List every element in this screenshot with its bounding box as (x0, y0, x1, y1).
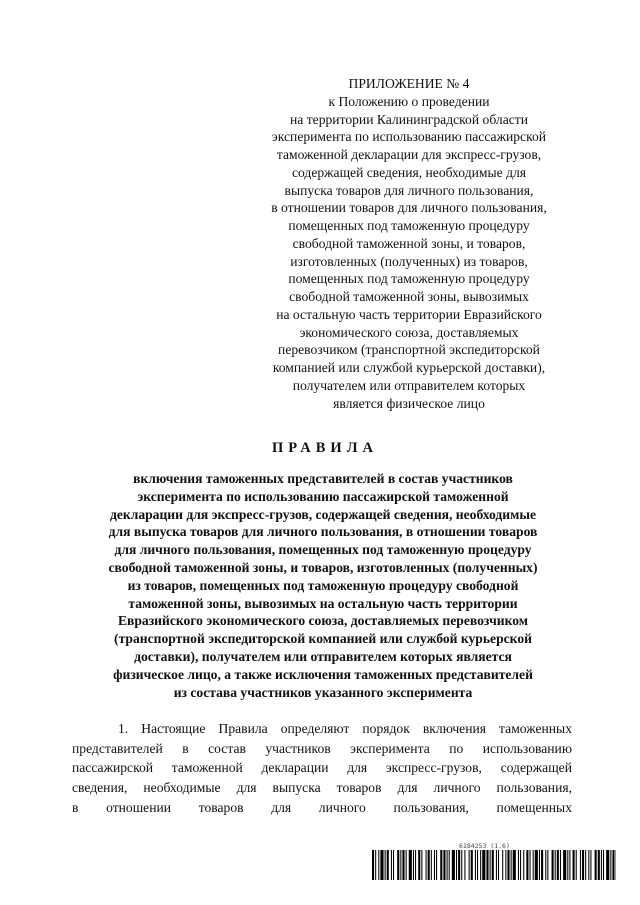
barcode-bar (523, 850, 524, 880)
barcode-bar (603, 850, 604, 880)
barcode-bar (496, 850, 497, 880)
barcode-bar (569, 850, 570, 880)
barcode-bar (426, 850, 427, 880)
barcode-bar (545, 850, 546, 880)
barcode-bar (486, 850, 488, 880)
barcode-bar (415, 850, 416, 880)
subtitle-line: свободной таможенной зоны, и товаров, изготовленных (полученных) (108, 559, 538, 575)
appendix-line: содержащей сведения, необходимые для (291, 164, 527, 180)
body-line: сведения, необходимые для выпуска товаров для личного пользования, (72, 780, 572, 796)
barcode-bar (387, 850, 389, 880)
barcode-bar (533, 850, 534, 880)
barcode-bar (547, 850, 548, 880)
barcode-bar (535, 850, 538, 880)
appendix-line: помещенных под таможенную процедуру (288, 271, 530, 287)
barcode-bar (526, 850, 528, 880)
barcode-bar (560, 850, 561, 880)
barcode-bar (567, 850, 568, 880)
subtitle-line: для выпуска товаров для личного пользования, в отношении товаров (108, 524, 538, 540)
barcode-bar (418, 850, 420, 880)
barcode-bar (406, 850, 407, 880)
subtitle-line: декларации для экспресс-грузов, содержащей сведения, необходимые (109, 506, 537, 522)
barcode-bar (440, 850, 442, 880)
barcode-bar (492, 850, 494, 880)
barcode-bars (372, 850, 616, 880)
barcode-bar (375, 850, 376, 880)
document-title: ПРАВИЛА (272, 440, 378, 456)
subtitle-line: включения таможенных представителей в состав участников (133, 471, 513, 486)
barcode-bar (588, 850, 589, 880)
barcode-bar (431, 850, 432, 880)
barcode-bar (573, 850, 575, 880)
subtitle-line: физическое лицо, а также исключения таможенных представителей (113, 666, 533, 682)
subtitle-line: таможенной зоны, вывозимых на остальную часть территории (128, 595, 518, 611)
appendix-line: на остальную часть территории Евразийского (276, 306, 542, 322)
subtitle-line: из товаров, помещенных под таможенную процедуру свободной (127, 577, 519, 593)
barcode-bar (582, 850, 584, 880)
barcode-bar (434, 850, 435, 880)
barcode-bar (428, 850, 430, 880)
appendix-line: является физическое лицо (333, 395, 485, 411)
appendix-line: к Положению о проведении (328, 93, 490, 109)
barcode-bar (585, 850, 586, 880)
barcode-bar (380, 850, 383, 880)
barcode-bar (502, 850, 503, 880)
barcode-bar (449, 850, 450, 880)
barcode-bar (557, 850, 559, 880)
subtitle-line: из состава участников указанного эксперимента (173, 684, 473, 700)
appendix-line: выпуска товаров для личного пользования, (284, 182, 534, 198)
barcode-bar (464, 850, 465, 880)
barcode (372, 842, 616, 882)
barcode-bar (393, 850, 394, 880)
barcode-bar (452, 850, 455, 880)
barcode-bar (580, 850, 581, 880)
barcode-bar (469, 850, 470, 880)
barcode-bar (552, 850, 554, 880)
appendix-header (248, 75, 570, 412)
appendix-line: получателем или отправителем которых (292, 377, 526, 393)
barcode-bar (530, 850, 531, 880)
barcode-bar (471, 850, 473, 880)
barcode-bar (563, 850, 566, 880)
subtitle-line: доставки), получателем или отправителем которых является (134, 648, 512, 664)
barcode-bar (520, 850, 521, 880)
subtitle-line: эксперимента по использованию пассажирской таможенной (137, 488, 509, 504)
appendix-line: свободной таможенной зоны, и товаров, (292, 235, 526, 251)
appendix-line: экономического союза, доставляемых (299, 324, 519, 340)
barcode-bar (505, 850, 506, 880)
barcode-bar (490, 850, 491, 880)
barcode-bar (458, 850, 460, 880)
body-line: пассажирской таможенной декларации для экспресс-грузов, содержащей (72, 760, 572, 776)
appendix-line: компанией или службой курьерской доставки), (272, 360, 546, 375)
barcode-bar (590, 850, 591, 880)
barcode-bar (511, 850, 512, 880)
barcode-bar (378, 850, 379, 880)
barcode-bar (518, 850, 519, 880)
barcode-bar (477, 850, 478, 880)
document-subtitle (72, 470, 574, 701)
barcode-bar (413, 850, 414, 880)
body-line: в отношении товаров для личного пользования, помещенных (72, 799, 572, 815)
appendix-line: таможенной декларации для экспресс-грузов, (276, 147, 542, 162)
barcode-bar (576, 850, 577, 880)
barcode-code: 6184253 (1.6) (459, 842, 510, 850)
barcode-bar (456, 850, 457, 880)
barcode-bar (541, 850, 543, 880)
appendix-line: изготовленных (полученных) из товаров, (290, 253, 528, 269)
barcode-bar (421, 850, 422, 880)
appendix-line: в отношении товаров для личного пользования, (271, 200, 547, 216)
barcode-bar (610, 850, 611, 880)
barcode-bar (409, 850, 412, 880)
barcode-bar (513, 850, 516, 880)
barcode-bar (606, 850, 609, 880)
barcode-bar (385, 850, 386, 880)
appendix-line: помещенных под таможенную процедуру (288, 218, 530, 233)
barcode-bar (436, 850, 437, 880)
body-paragraph (72, 719, 572, 818)
barcode-bar (475, 850, 476, 880)
barcode-bar (482, 850, 485, 880)
barcode-bar (555, 850, 556, 880)
body-line: 1. Настоящие Правила определяют порядок включения таможенных (118, 721, 572, 736)
barcode-bar (598, 850, 600, 880)
body-line: представителей в состав участников эксперимента по использованию (72, 740, 572, 756)
subtitle-line: для личного пользования, помещенных под таможенную процедуру (114, 542, 532, 558)
barcode-bar (539, 850, 540, 880)
barcode-bar (498, 850, 499, 880)
appendix-line: эксперимента по использованию пассажирской (271, 129, 547, 145)
barcode-bar (507, 850, 509, 880)
barcode-bar (595, 850, 597, 880)
barcode-bar (612, 850, 614, 880)
barcode-bar (397, 850, 399, 880)
barcode-bar (400, 850, 401, 880)
appendix-line: перевозчиком (транспортной экспедиторской (278, 342, 540, 358)
barcode-bar (461, 850, 462, 880)
barcode-bar (480, 850, 481, 880)
appendix-line: свободной таможенной зоны, вывозимых (289, 289, 529, 304)
appendix-line: ПРИЛОЖЕНИЕ № 4 (348, 76, 470, 91)
appendix-line: на территории Калининградской области (290, 111, 528, 127)
barcode-bar (443, 850, 445, 880)
barcode-bar (601, 850, 602, 880)
subtitle-line: Евразийского экономического союза, доставляемых перевозчиком (117, 613, 529, 629)
barcode-bar (402, 850, 404, 880)
barcode-bar (447, 850, 448, 880)
subtitle-line: (транспортной экспедиторской компанией или службой курьерской (114, 631, 532, 647)
barcode-bar (391, 850, 392, 880)
barcode-bar (372, 850, 374, 880)
